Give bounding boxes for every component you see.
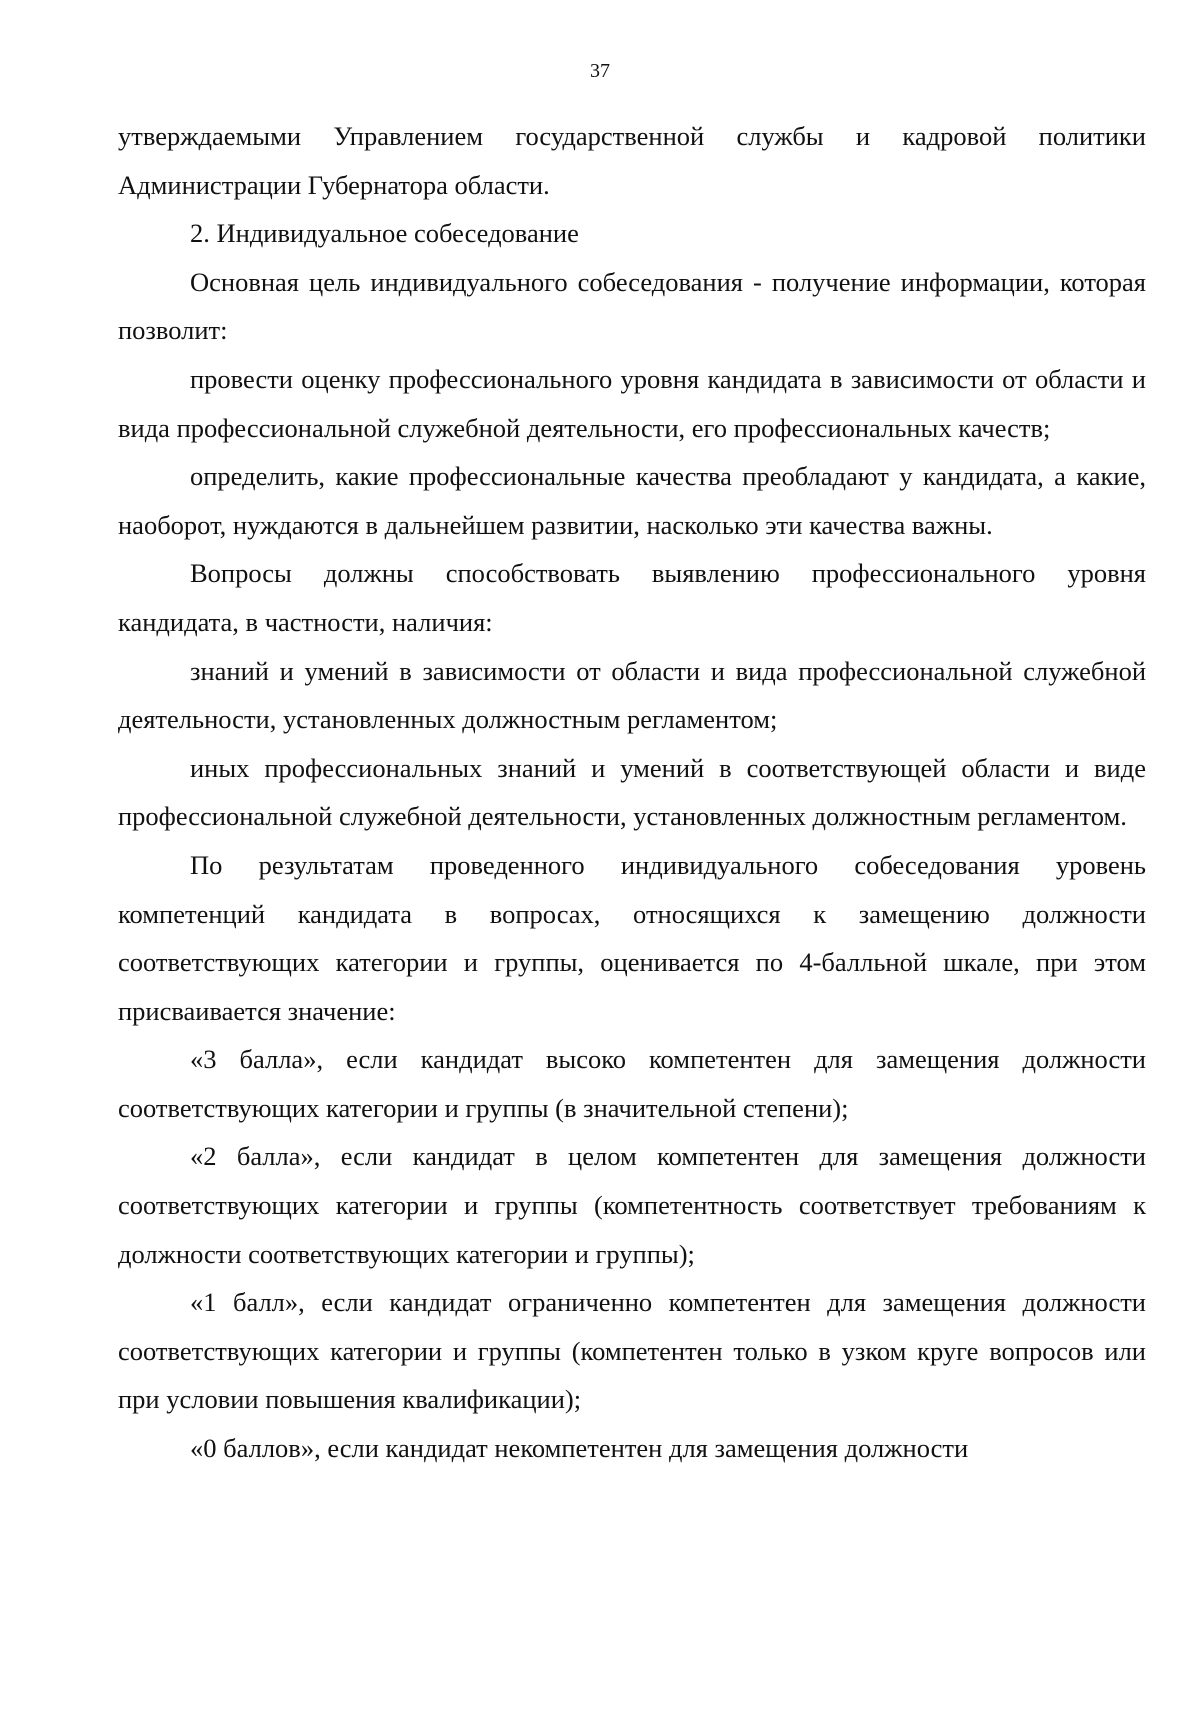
list-item: иных профессиональных знаний и умений в соответствующей области и виде профессиональной служебной деятельности, установленных должностным регламентом. — [118, 752, 1146, 832]
page-number: 37 — [590, 60, 610, 82]
paragraph: Вопросы должны способствовать выявлению профессионального уровня кандидата, в частности, наличия: — [118, 558, 1146, 637]
document-body — [118, 112, 1146, 1473]
list-item: провести оценку профессионального уровня кандидата в зависимости от области и вида профессиональной служебной деятельности, его профессиональных качеств; — [118, 363, 1146, 443]
score-item-3: «3 балла», если кандидат высоко компетентен для замещения должности соответствующих категории и группы (в значительной степени); — [118, 1044, 1146, 1123]
score-item-2: «2 балла», если кандидат в целом компетентен для замещения должности соответствующих категории и группы (компетентность соответствует требованиям к должности соответствующих категории и группы); — [118, 1141, 1146, 1269]
list-item: определить, какие профессиональные качества преобладают у кандидата, а какие, наоборот, нуждаются в дальнейшем развитии, насколько эти качества важны. — [118, 461, 1146, 540]
section-heading: 2. Индивидуальное собеседование — [190, 218, 579, 249]
paragraph: По результатам проведенного индивидуального собеседования уровень компетенций кандидата в вопросах, относящихся к замещению должности соответствующих категории и группы, оценивается по 4-балльной шкале, при этом присваивается значение: — [118, 849, 1146, 1026]
paragraph-continuation: утверждаемыми Управлением государственной службы и кадровой политики Администрации Губернатора области. — [118, 121, 1146, 200]
score-item-0: «0 баллов», если кандидат некомпетентен для замещения должности — [190, 1433, 969, 1464]
paragraph: Основная цель индивидуального собеседования - получение информации, которая позволит: — [118, 266, 1146, 346]
list-item: знаний и умений в зависимости от области и вида профессиональной служебной деятельности, установленных должностным регламентом; — [118, 655, 1146, 735]
score-item-1: «1 балл», если кандидат ограниченно компетентен для замещения должности соответствующих категории и группы (компетентен только в узком круге вопросов или при условии повышения квалификации); — [118, 1287, 1146, 1415]
